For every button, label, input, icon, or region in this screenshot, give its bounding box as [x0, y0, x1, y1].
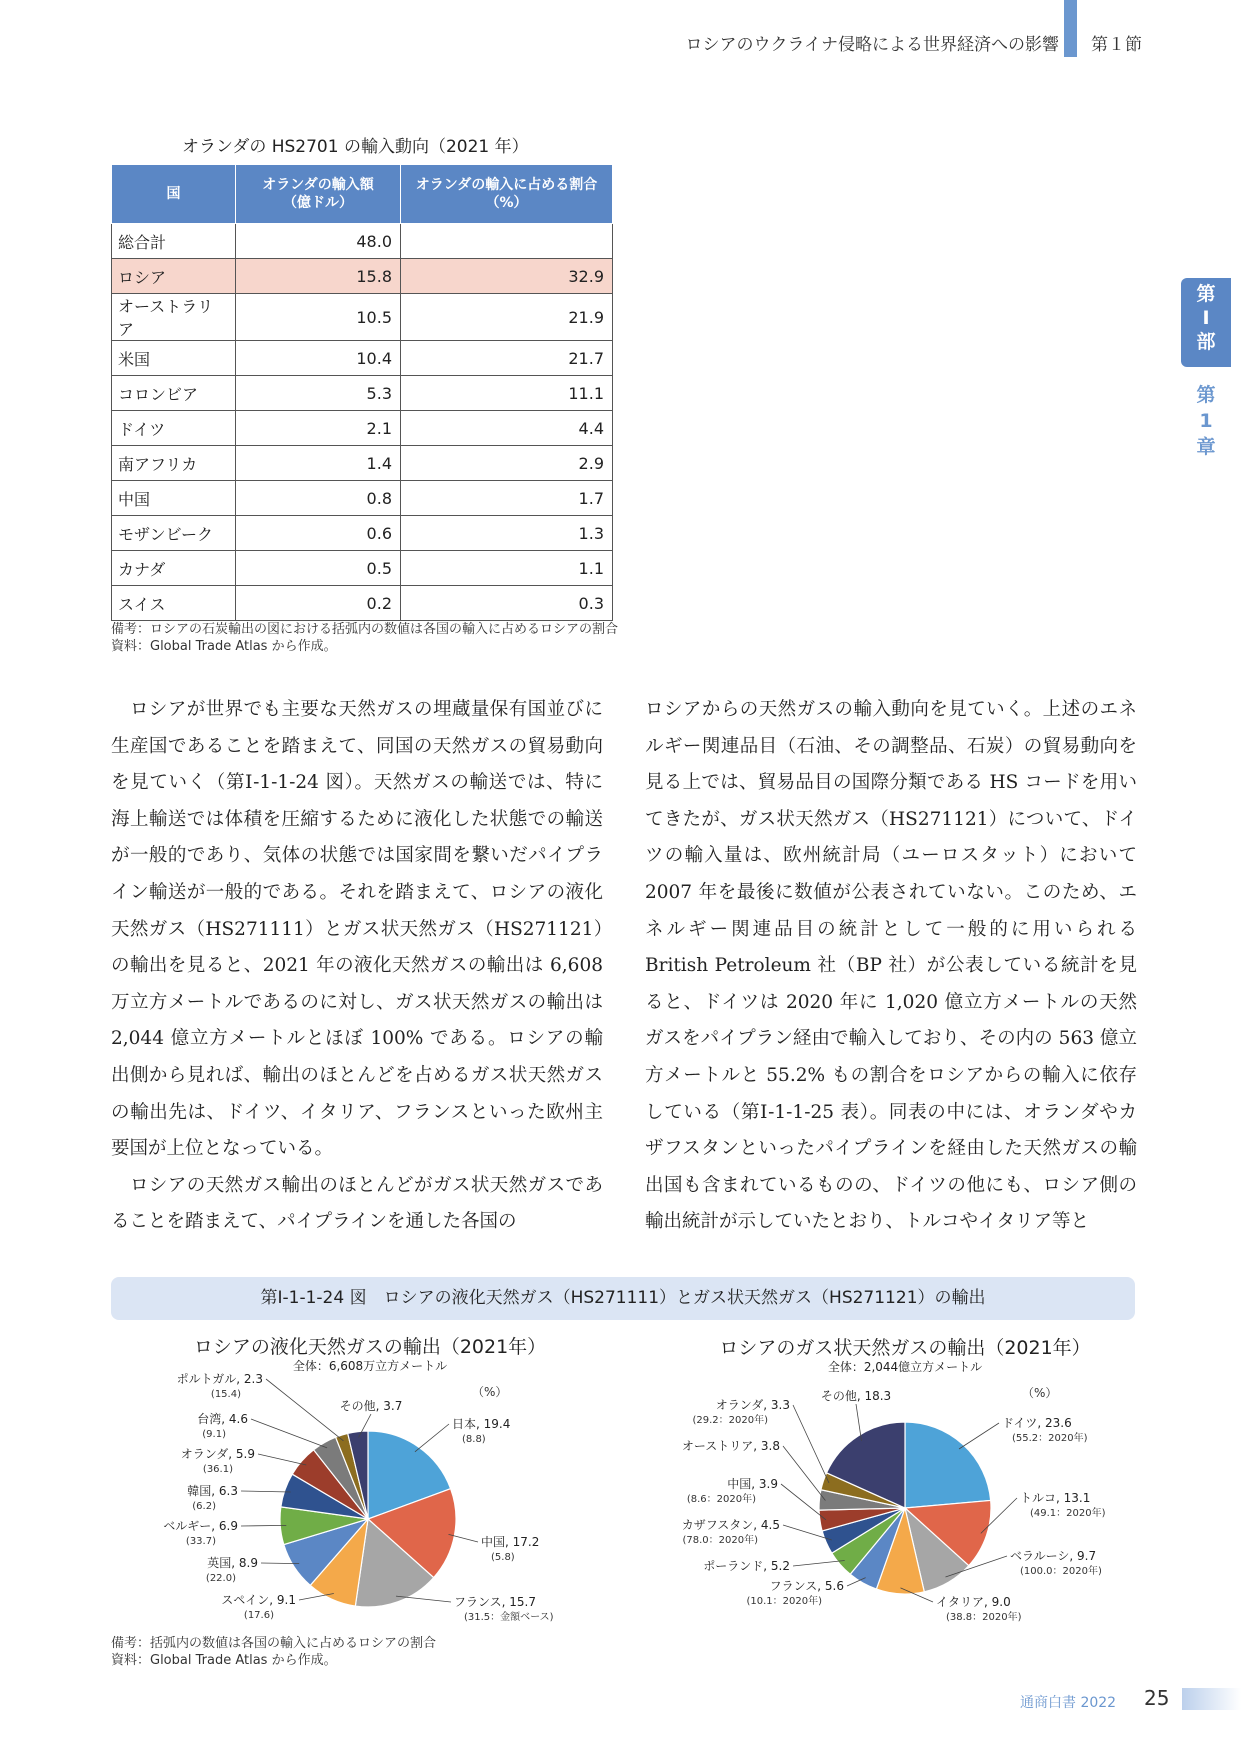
pie1-leader-line — [258, 1454, 306, 1465]
pie2-slice-label: その他, 18.3 — [820, 1389, 892, 1403]
pie1-slice-sublabel: (33.7) — [185, 1536, 216, 1547]
figure-title: 第Ⅰ-1-1-24 図 ロシアの液化天然ガス（HS271111）とガス状天然ガス（HS271121）の輸出 — [260, 1288, 986, 1308]
cell-country: 中国 — [112, 481, 236, 516]
cell-amount: 48.0 — [236, 224, 401, 259]
chapter-tab-char: 第 — [1196, 384, 1216, 406]
pie1-slice-label: 英国, 8.9 — [207, 1556, 258, 1570]
cell-share: 4.4 — [401, 411, 613, 446]
pie1-slice-label: 中国, 17.2 — [481, 1535, 540, 1549]
pie2-subtitle: 全体：2,044億立方メートル — [827, 1360, 983, 1374]
cell-amount: 0.5 — [236, 551, 401, 586]
pie1-slice-sublabel: (9.1) — [202, 1429, 226, 1440]
cell-amount: 0.2 — [236, 586, 401, 621]
cell-country: カナダ — [112, 551, 236, 586]
pie2-slice-sublabel: (29.2：2020年) — [692, 1415, 768, 1426]
figure-source: 資料：Global Trade Atlas から作成。 — [111, 1653, 337, 1668]
pie1-leader-line — [251, 1419, 327, 1448]
pie1-leader-line — [241, 1525, 286, 1526]
pie2-slice — [905, 1422, 991, 1508]
cell-amount: 0.6 — [236, 516, 401, 551]
pie2-slice-label: カザフスタン, 4.5 — [681, 1518, 780, 1532]
cell-share: 0.3 — [401, 586, 613, 621]
cell-share: 11.1 — [401, 376, 613, 411]
pie2-slice-sublabel: (55.2：2020年) — [1012, 1433, 1088, 1444]
pie2-leader-line — [959, 1423, 999, 1449]
pie2-leader-line — [793, 1405, 829, 1483]
pie1-slice-sublabel: (5.8) — [491, 1552, 515, 1563]
pie2-slice-label: 中国, 3.9 — [727, 1477, 778, 1491]
cell-share: 32.9 — [401, 259, 613, 294]
figure-note: 備考：括弧内の数値は各国の輸入に占めるロシアの割合 — [111, 1636, 437, 1651]
pie1-leader-line — [241, 1491, 291, 1492]
cell-share: 21.7 — [401, 341, 613, 376]
figure-notes — [111, 1635, 436, 1669]
cell-country: ロシア — [112, 259, 236, 294]
cell-country: オーストラリア — [112, 294, 236, 341]
pie1-leader-line — [266, 1379, 343, 1441]
cell-share: 21.9 — [401, 294, 613, 341]
pie2-unit: （%） — [1022, 1386, 1058, 1400]
cell-share: 1.1 — [401, 551, 613, 586]
pie1-slice-label: 台湾, 4.6 — [197, 1412, 248, 1426]
pie1-slice-label: ポルトガル, 2.3 — [176, 1372, 263, 1386]
paragraph: ロシアからの天然ガスの輸入動向を見ていく。上述のエネルギー関連品目（石油、その調整品、石炭）の貿易動向を見る上では、貿易品目の国際分類である HS コードを用いてきたが、ガス状天然ガス（HS271121）について、ドイツの輸入量は、欧州統計局（ユーロスタット）において 2007 年を最後に数値が公表されていない。このため、エネルギー関連品目の統計として一般的に用いられる British Petroleum 社（BP 社）が公表している統計を見ると、ドイツは 2020 年に 1,020 億立方メートルの天然ガスをパイプラン経由で輸入しており、その内の 563 億立方メートルと 55.2% もの割合をロシアからの輸入に依存している（第Ⅰ-1-1-25 表）。同表の中には、オランダやカザフスタンといったパイプラインを経由した天然ガスの輸出国も含まれているものの、ドイツの他にも、ロシア側の輸出統計が示していたとおり、トルコやイタリア等と — [645, 699, 1137, 1233]
pie2-slice-sublabel: (8.6：2020年) — [686, 1494, 756, 1505]
pie2-slice-sublabel: (49.1：2020年) — [1030, 1508, 1106, 1519]
table-title: オランダの HS2701 の輸入動向（2021 年） — [182, 137, 529, 157]
pie1-title: ロシアの液化天然ガスの輸出（2021年） — [193, 1336, 547, 1358]
pie1-slice-sublabel: (17.6) — [243, 1610, 274, 1621]
table-note: 備考：ロシアの石炭輸出の図における括弧内の数値は各国の輸入に占めるロシアの割合 — [111, 622, 619, 637]
cell-country: 南アフリカ — [112, 446, 236, 481]
pie2-title: ロシアのガス状天然ガスの輸出（2021年） — [719, 1337, 1091, 1359]
pie2-leader-line — [793, 1561, 845, 1567]
pie2-slice-sublabel: (10.1：2020年) — [746, 1596, 822, 1607]
part-tab-char: 第 — [1196, 283, 1216, 305]
pie1-slice-sublabel: (22.0) — [205, 1573, 236, 1584]
pie2-leader-line — [783, 1446, 825, 1501]
cell-country: ドイツ — [112, 411, 236, 446]
cell-country: 総合計 — [112, 224, 236, 259]
pie2-slice-label: トルコ, 13.1 — [1020, 1491, 1091, 1505]
table-header-amount: オランダの輸入額 （億ドル） — [236, 165, 401, 224]
pie1-slice-sublabel: (6.2) — [192, 1501, 216, 1512]
cell-amount: 1.4 — [236, 446, 401, 481]
cell-country: モザンビーク — [112, 516, 236, 551]
cell-share: 2.9 — [401, 446, 613, 481]
pie1-slice-label: オランダ, 5.9 — [180, 1447, 255, 1461]
cell-country: スイス — [112, 586, 236, 621]
pie1-slice-label: ベルギー, 6.9 — [163, 1519, 238, 1533]
pie2-slice-sublabel: (38.8：2020年) — [946, 1612, 1022, 1623]
pie1-slice-label: フランス, 15.7 — [454, 1595, 536, 1609]
pie1-slice-label: スペイン, 9.1 — [221, 1593, 296, 1607]
pie2-slice-sublabel: (78.0：2020年) — [682, 1535, 758, 1546]
cell-country: 米国 — [112, 341, 236, 376]
running-header-section: 第１節 — [1091, 35, 1142, 55]
pie1-slice-label: その他, 3.7 — [339, 1399, 403, 1413]
cell-amount: 0.8 — [236, 481, 401, 516]
footer-accent-bar — [1182, 1688, 1241, 1710]
pie2-slice-label: フランス, 5.6 — [769, 1579, 844, 1593]
pie1-slice-sublabel: (36.1) — [202, 1464, 233, 1475]
cell-country: コロンビア — [112, 376, 236, 411]
pie2-slice-label: オーストリア, 3.8 — [681, 1439, 780, 1453]
chapter-tab-char: 1 — [1199, 410, 1213, 432]
pie2-slice-label: ベラルーシ, 9.7 — [1010, 1549, 1097, 1563]
table-header-share: オランダの輸入に占める割合 （%） — [401, 165, 613, 224]
cell-amount: 10.5 — [236, 294, 401, 341]
page-number: 25 — [1144, 1686, 1170, 1710]
cell-share: 1.7 — [401, 481, 613, 516]
pie1-slice-label: 日本, 19.4 — [452, 1417, 511, 1431]
table-source: 資料：Global Trade Atlas から作成。 — [111, 639, 337, 654]
part-tab-char: 部 — [1196, 331, 1216, 353]
pie1-slice-sublabel: (31.5：金額ベース) — [464, 1612, 554, 1623]
running-header-title: ロシアのウクライナ侵略による世界経済への影響 — [685, 35, 1059, 55]
footer-publication: 通商白書 2022 — [1020, 1695, 1117, 1711]
cell-amount: 15.8 — [236, 259, 401, 294]
pie1-slice-label: 韓国, 6.3 — [187, 1484, 238, 1498]
chapter-tab-char: 章 — [1196, 436, 1216, 458]
cell-amount: 2.1 — [236, 411, 401, 446]
pie1-unit: （%） — [472, 1385, 508, 1399]
paragraph: ロシアが世界でも主要な天然ガスの埋蔵量保有国並びに生産国であることを踏まえて、同国の天然ガスの貿易動向を見ていく（第Ⅰ-1-1-24 図）。天然ガスの輸送では、特に海上輸送では体積を圧縮するために液化した状態での輸送が一般的であり、気体の状態では国家間を繋いだパイプライン輸送が一般的である。それを踏まえて、ロシアの液化天然ガス（HS271111）とガス状天然ガス（HS271121）の輸出を見ると、2021 年の液化天然ガスの輸出は 6,608 万立方メートルであるのに対し、ガス状天然ガスの輸出は 2,044 億立方メートルとほぼ 100% である。ロシアの輸出側から見れば、輸出のほとんどを占めるガス状天然ガスの輸出先は、ドイツ、イタリア、フランスといった欧州主要国が上位となっている。 — [111, 699, 603, 1160]
pie1-leader-line — [415, 1424, 449, 1452]
cell-share: 1.3 — [401, 516, 613, 551]
pie1-slice-sublabel: (8.8) — [462, 1434, 486, 1445]
pie2-slice-label: ポーランド, 5.2 — [703, 1559, 790, 1573]
pie2-slice-label: ドイツ, 23.6 — [1002, 1416, 1072, 1430]
part-tab-char: Ⅰ — [1202, 307, 1210, 329]
pie2-slice-sublabel: (100.0：2020年) — [1020, 1566, 1102, 1577]
pie2-slice-label: オランダ, 3.3 — [715, 1398, 790, 1412]
pie1-subtitle: 全体：6,608万立方メートル — [292, 1359, 448, 1373]
pie2-slice-label: イタリア, 9.0 — [936, 1595, 1011, 1609]
pie1-slice-sublabel: (15.4) — [210, 1389, 241, 1400]
cell-amount: 5.3 — [236, 376, 401, 411]
cell-amount: 10.4 — [236, 341, 401, 376]
paragraph: ロシアの天然ガス輸出のほとんどがガス状天然ガスであることを踏まえて、パイプラインを通した各国の — [111, 1174, 603, 1233]
table-header-country: 国 — [112, 165, 236, 224]
